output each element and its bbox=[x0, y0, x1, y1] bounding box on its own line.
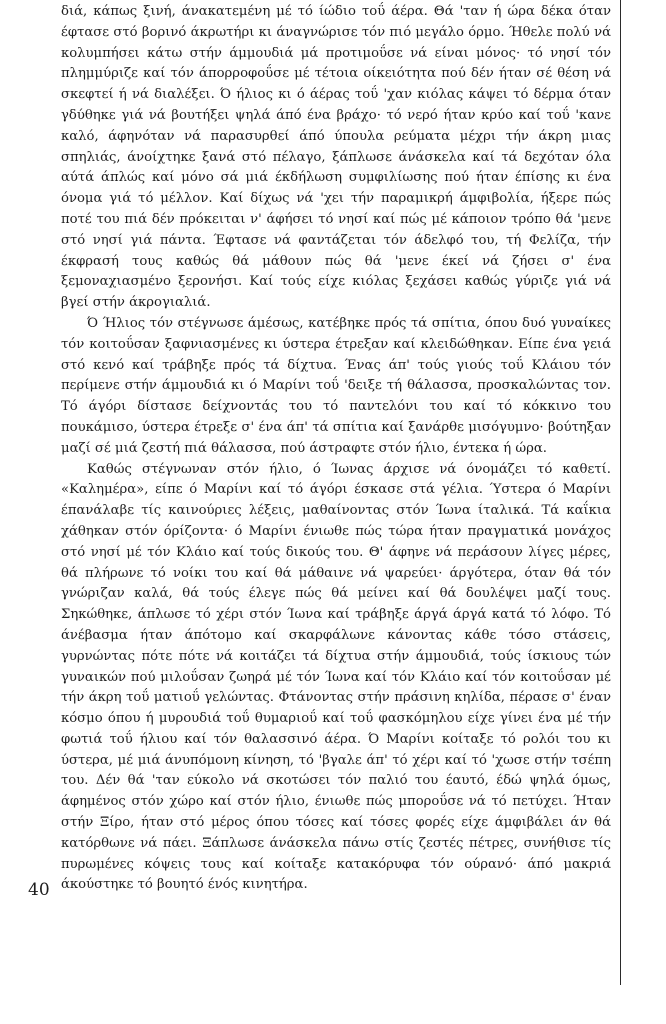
paragraph-2: Ό Ήλιος τόν στέγνωσε άμέσως, κατέβηκε πρός τά σπίτια, όπου δυό γυναίκες τόν κοιτοΰσαν ξαφνιασμένες κι ύστερα έτρεξαν καί κλειδώθηκαν. Είπε ένα γειά στό κενό καί τράβηξε πρός τά δίχτυα. Ένας άπ' τούς γιούς τοΰ Κλάιου τόν περίμενε στήν άμμουδιά κι ό Μαρίνι τοΰ 'δειξε τή θάλασσα, προσκαλώντας τον. Τό άγόρι δίστασε δείχνοντάς του τό παντελόνι του καί τό κόκκινο του πουκάμισο, ύστερα έτρεξε σ' ένα άπ' τά σπίτια καί ξανάρθε μισόγυμνο· βούτηξαν μαζί σέ μιά ζεστή πιά θάλασσα, πού άστραφτε στόν ήλιο, έντεκα ή ώρα. bbox=[61, 315, 611, 456]
page-number: 40 bbox=[28, 880, 50, 900]
body-text bbox=[61, 2, 611, 896]
paragraph-1: διά, κάπως ξινή, άνακατεμένη μέ τό ίώδιο τοΰ άέρα. Θά 'ταν ή ώρα δέκα όταν έφτασε στό βορινό άκρωτήρι κι άναγνώρισε τόν πιό μεγάλο όρμο. Ήθελε πολύ νά κολυμπήσει κάτω στήν άμμουδιά μά προτιμοΰσε νά είναι μόνος· τό νησί τόν πλημμύριζε καί τόν άπορροφοΰσε μέ τέτοια οίκειότητα πού δέν ήταν σέ θέση νά σκεφτεί ή νά διαλέξει. Ό ήλιος κι ό άέρας τοΰ 'χαν κιόλας κάψει τό δέρμα όταν γδύθηκε γιά νά βουτήξει ψηλά άπό ένα βράχο· τό νερό ήταν κρύο καί τοΰ 'κανε καλό, άφηνόταν νά παρασυρθεί άπό ύπουλα ρεύματα μέχρι τήν άκρη μιας σπηλιάς, άνοίχτηκε ξανά στό πέλαγο, ξάπλωσε άνάσκελα καί τά δεχόταν όλα αύτά άπλώς καί μόνο σά μιά έκδήλωση συμφιλίωσης πού ήταν έπίσης κι ένα όνομα γιά τό μέλλον. Καί δίχως νά 'χει τήν παραμικρή άμφιβολία, ήξερε πώς ποτέ του πιά δέν πρόκειται ν' άφήσει τό νησί καί πώς μέ κάποιον τρόπο θά 'μενε στό νησί γιά πάντα. Έφτασε νά φαντάζεται τόν άδελφό του, τή Φελίζα, τήν έκφρασή τους καθώς θά μάθουν πώς θά 'μενε έκεί νά ζήσει σ' ένα ξεμοναχιασμένο ξερονήσι. Καί τούς είχε κιόλας ξεχάσει καθώς γύριζε γιά νά βγεί στήν άκρογιαλιά. bbox=[61, 4, 611, 311]
paragraph-3: Καθώς στέγνωναν στόν ήλιο, ό Ίωνας άρχισε νά όνομάζει τό καθετί. «Καλημέρα», είπε ό Μαρίνι καί τό άγόρι έσκασε στά γέλια. Ύστερα ό Μαρίνι έπανάλαβε τίς καινούριες λέξεις, μαθαίνοντας στόν Ίωνα ίταλικά. Τά καΐκια χάθηκαν στόν όρίζοντα· ό Μαρίνι ένιωθε πώς τώρα ήταν πραγματικά μονάχος στό νησί μέ τόν Κλάιο καί τούς δικούς του. Θ' άφηνε νά περάσουν λίγες μέρες, θά πλήρωνε τό νοίκι του καί θά μάθαινε νά ψαρεύει· άργότερα, όταν θά τόν γνώριζαν καλά, θά τούς έλεγε πώς θά μείνει καί θά δουλέψει μαζί τους. Σηκώθηκε, άπλωσε τό χέρι στόν Ίωνα καί τράβηξε άργά άργά κατά τό λόφο. Τό άνέβασμα ήταν άπότομο καί σκαρφάλωνε κάνοντας κάθε τόσο στάσεις, γυρνώντας πότε πότε νά κοιτάζει τά δίχτυα στήν άμμουδιά, τούς ίσκιους τών γυναικών πού μιλοΰσαν ζωηρά μέ τόν Ίωνα καί τόν Κλάιο καί τόν κοιτοΰσαν μέ τήν άκρη τοΰ ματιοΰ γελώντας. Φτάνοντας στήν πράσινη κηλίδα, πέρασε σ' έναν κόσμο όπου ή μυρουδιά τοΰ θυμαριοΰ καί τοΰ φασκόμηλου είχε γίνει ένα μέ τήν φωτιά τοΰ ήλιου καί τόν θαλασσινό άέρα. Ό Μαρίνι κοίταξε τό ρολόι του κι ύστερα, μέ μιά άνυπόμονη κίνηση, τό 'βγαλε άπ' τό χέρι καί τό 'χωσε στήν τσέπη του. Δέν θά 'ταν εύκολο νά σκοτώσει τόν παλιό του έαυτό, έδώ ψηλά όμως, άφημένος στόν χώρο καί στόν ήλιο, ένιωθε πώς μποροΰσε νά τό πετύχει. Ήταν στήν Ξίρο, ήταν στό μέρος όπου τόσες καί τόσες φορές είχε άμφιβάλει άν θά κατόρθωνε νά πάει. Ξάπλωσε άνάσκελα πάνω στίς ζεστές πέτρες, συνήθισε τίς πυρωμένες κόψεις τους καί κοίταξε κατακόρυφα τόν ούρανό· άπό μακριά άκούστηκε τό βουητό ένός κινητήρα. bbox=[61, 461, 611, 893]
margin-rule bbox=[620, 0, 621, 985]
